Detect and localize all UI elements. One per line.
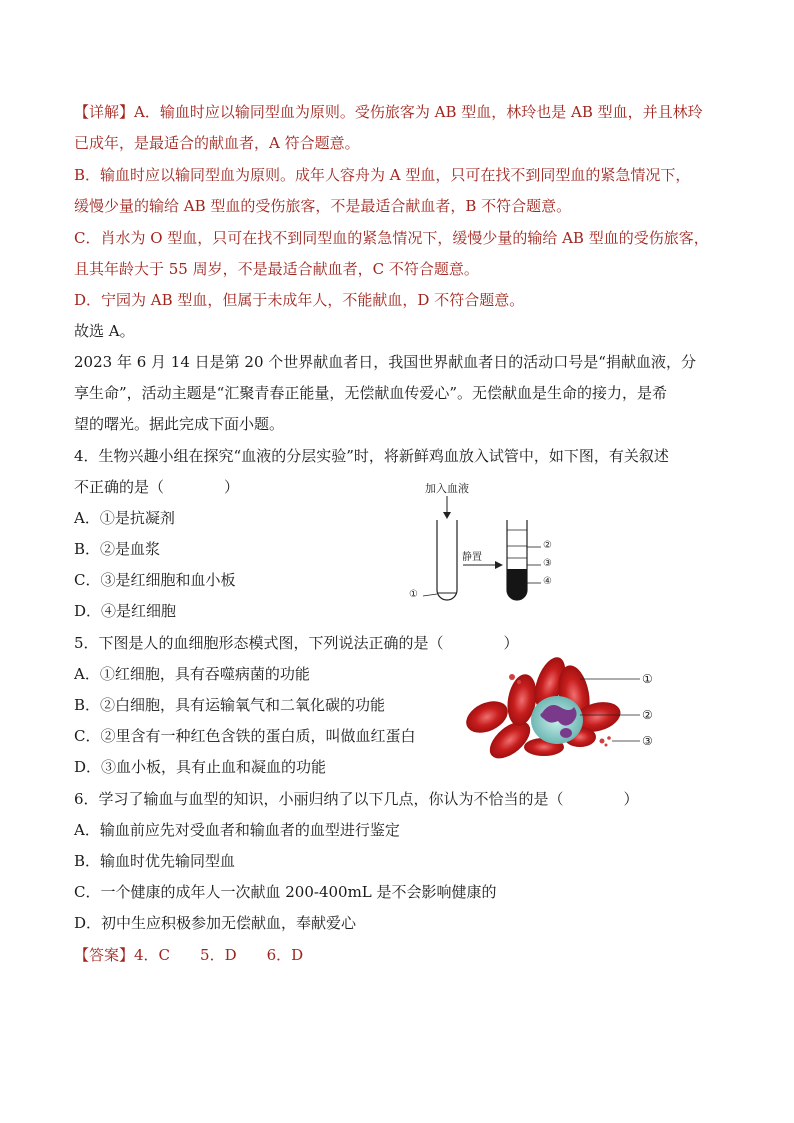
add-blood-label: 加入血液 (425, 482, 469, 495)
answer-line (74, 945, 303, 965)
explanation-conclusion: 故选 A。 (74, 322, 135, 340)
explanation-tag: 【详解】 (74, 103, 135, 121)
q6-stem: 6．学习了输血与血型的知识，小丽归纳了以下几点，你认为不恰当的是（ ） (74, 790, 639, 808)
q6-option-a: A．输血前应先对受血者和输血者的血型进行鉴定 (74, 821, 400, 839)
test-tube-figure (405, 478, 580, 608)
q5-option-b: B．②白细胞，具有运输氧气和二氧化碳的功能 (74, 696, 386, 714)
test-tube-diagram (405, 478, 580, 608)
q4-option-b: B．②是血浆 (74, 540, 161, 558)
tube-mark-3: ③ (543, 558, 552, 569)
q6-option-c: C．一个健康的成年人一次献血 200-400mL 是不会影响健康的 (74, 883, 497, 901)
q4-option-a: A．①是抗凝剂 (74, 509, 175, 527)
q5-option-c: C．②里含有一种红色含铁的蛋白质，叫做血红蛋白 (74, 727, 416, 745)
q4-stem-line-2: 不正确的是（ ） (74, 478, 240, 496)
explanation-line-3: B．输血时应以输同型血为原则。成年人容舟为 A 型血，只可在找不到同型血的紧急情况下， (74, 166, 691, 184)
cell-mark-2: ② (642, 708, 653, 722)
cell-mark-1: ① (642, 672, 653, 686)
q5-option-d: D．③血小板，具有止血和凝血的功能 (74, 758, 327, 776)
q6-option-b: B．输血时优先输同型血 (74, 852, 236, 870)
answer-text: 4．C 5．D 6．D (134, 946, 304, 964)
settle-label: 静置 (462, 552, 482, 563)
blood-cell-figure (462, 655, 662, 760)
explanation-line-1 (74, 102, 703, 122)
explanation-line-5: C．肖水为 O 型血，只可在找不到同型血的紧急情况下，缓慢少量的输给 AB 型血的受伤旅客， (74, 229, 709, 247)
tube-mark-1: ① (409, 589, 418, 600)
q4-stem-line-1: 4．生物兴趣小组在探究“血液的分层实验”时，将新鲜鸡血放入试管中，如下图，有关叙述 (74, 447, 669, 465)
q5-stem: 5．下图是人的血细胞形态模式图，下列说法正确的是（ ） (74, 634, 519, 652)
q4-option-d: D．④是红细胞 (74, 602, 177, 620)
intro-line-3: 望的曙光。据此完成下面小题。 (74, 415, 285, 433)
explanation-line-6: 且其年龄大于 55 周岁，不是最适合献血者，C 不符合题意。 (74, 260, 479, 278)
intro-line-1: 2023 年 6 月 14 日是第 20 个世界献血者日，我国世界献血者日的活动口号是“捐献血液，分 (74, 353, 696, 371)
tube-mark-4: ④ (543, 576, 552, 587)
intro-line-2: 享生命”，活动主题是“汇聚青春正能量，无偿献血传爱心”。无偿献血是生命的接力，是希 (74, 384, 668, 402)
explanation-line-4: 缓慢少量的输给 AB 型血的受伤旅客，不是最适合献血者，B 不符合题意。 (74, 197, 572, 215)
q4-option-c: C．③是红细胞和血小板 (74, 571, 236, 589)
explanation-line-2: 已成年，是最适合的献血者，A 符合题意。 (74, 134, 360, 152)
cell-mark-3: ③ (642, 734, 653, 748)
q6-option-d: D．初中生应积极参加无偿献血，奉献爱心 (74, 914, 357, 932)
explanation-line-7: D．宁园为 AB 型血，但属于未成年人，不能献血，D 不符合题意。 (74, 291, 525, 309)
explanation-text: A．输血时应以输同型血为原则。受伤旅客为 AB 型血，林玲也是 AB 型血，并且林玲 (134, 103, 703, 121)
blood-cell-diagram (462, 655, 662, 760)
tube-mark-2: ② (543, 540, 552, 551)
q5-option-a: A．①红细胞，具有吞噬病菌的功能 (74, 665, 310, 683)
answer-tag: 【答案】 (74, 946, 135, 964)
